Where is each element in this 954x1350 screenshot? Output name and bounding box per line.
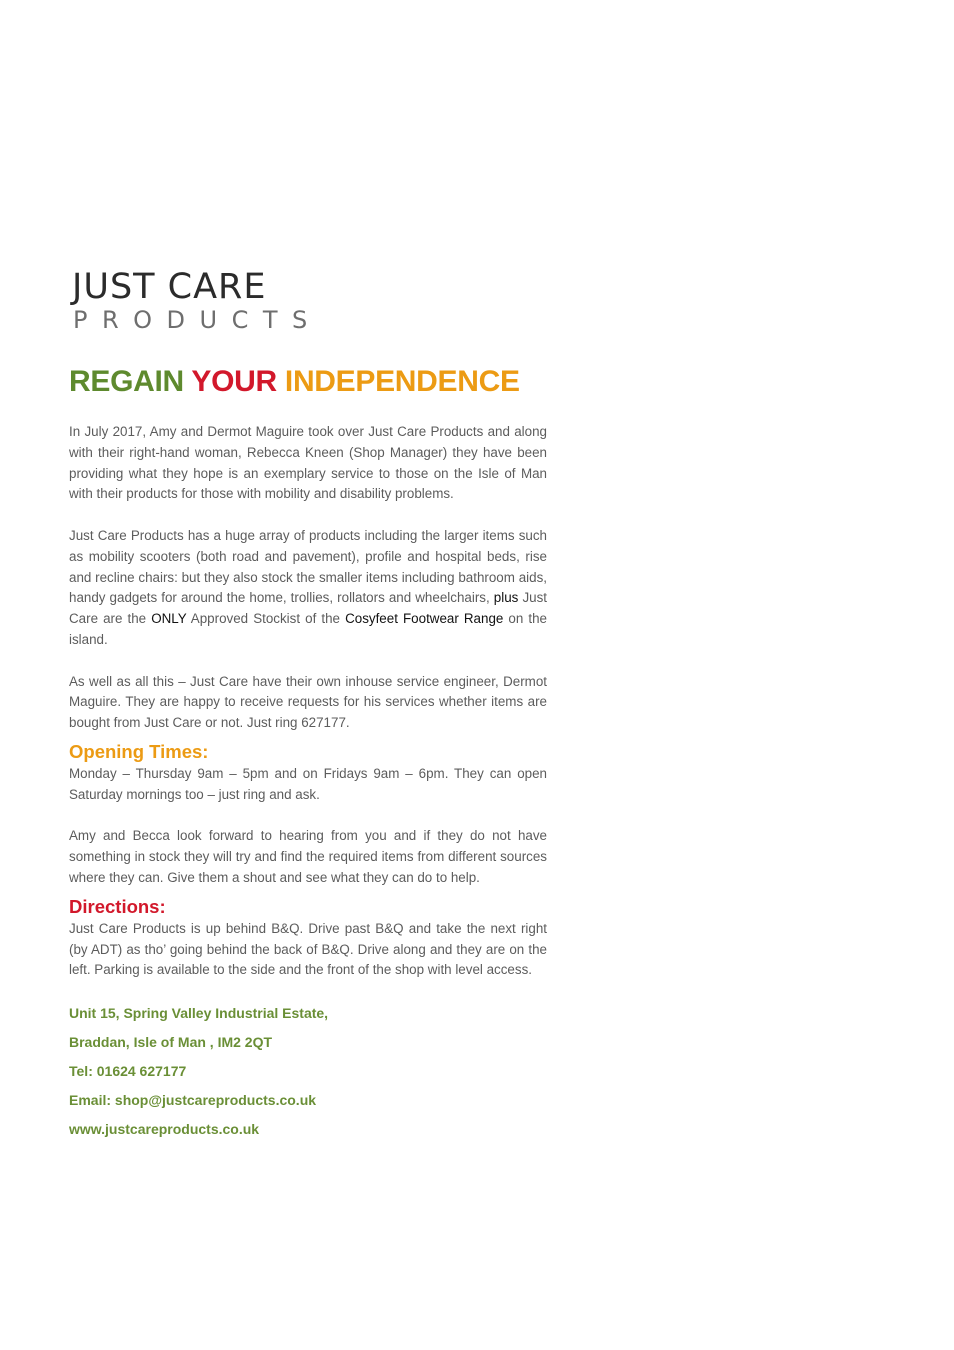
products-only: ONLY (151, 611, 187, 627)
hours-paragraph: Monday – Thursday 9am – 5pm and on Fridays 9am – 6pm. They can open Saturday mornings too – just ring and ask. (69, 765, 547, 802)
opening-times-heading: Opening Times: (69, 740, 209, 762)
address-line-1: Unit 15, Spring Valley Industrial Estate, (69, 1005, 329, 1022)
logo-line-just-care: JUST CARE (72, 267, 267, 307)
headline-word-your: YOUR (191, 365, 277, 398)
products-text-4: on the island. (69, 611, 548, 647)
products-plus: plus (493, 590, 519, 606)
document-page (69, 268, 547, 1144)
products-text-3: Approved Stockist of the (190, 611, 340, 627)
service-paragraph: As well as all this – Just Care have their own inhouse service engineer, Dermot Maguire. They are happy to receive requests for his services whether items are bought from Just Care or not. Just ring 627177. (69, 673, 547, 731)
headline-word-independence: INDEPENDENCE (284, 365, 520, 398)
contact-block (69, 999, 547, 1144)
just-care-logo (69, 267, 322, 334)
products-text-1: Just Care Products has a huge array of products including the larger items such as mobility scooters (both road and pavement), profile and hospital beds, rise and recline chairs: but they also stock the smaller items including bathroom aids, handy gadgets for around the home, trollies, rollators and wheelchairs, (69, 527, 547, 606)
products-paragraph (69, 526, 547, 651)
intro-paragraph: In July 2017, Amy and Dermot Maguire took over Just Care Products and along with their right-hand woman, Rebecca Kneen (Shop Manager) they have been providing what they hope is an exemplary service to those on the Isle of Man with their products for those with mobility and disability problems. (69, 424, 547, 502)
logo-line-products: PRODUCTS (73, 306, 322, 334)
page-headline (69, 364, 547, 400)
website-url: www.justcareproducts.co.uk (69, 1121, 260, 1138)
telephone: Tel: 01624 627177 (69, 1063, 187, 1080)
closing-paragraph: Amy and Becca look forward to hearing from you and if they do not have something in stock they will try and find the required items from different sources where they can. Give them a shout and see what they can do to help. (69, 828, 547, 885)
headline-word-regain: REGAIN (69, 365, 184, 398)
email-address: Email: shop@justcareproducts.co.uk (69, 1092, 317, 1109)
directions-heading: Directions: (69, 895, 166, 917)
address-line-2: Braddan, Isle of Man , IM2 2QT (69, 1034, 273, 1051)
products-text-2: Just Care are the (69, 590, 547, 627)
products-cosyfeet-range: Cosyfeet Footwear Range (345, 611, 504, 627)
directions-paragraph: Just Care Products is up behind B&Q. Drive past B&Q and take the next right (by ADT) as tho’ going behind the back of B&Q. Drive along and they are on the left. Parking is available to the side and the front of the shop with level access. (69, 920, 547, 978)
